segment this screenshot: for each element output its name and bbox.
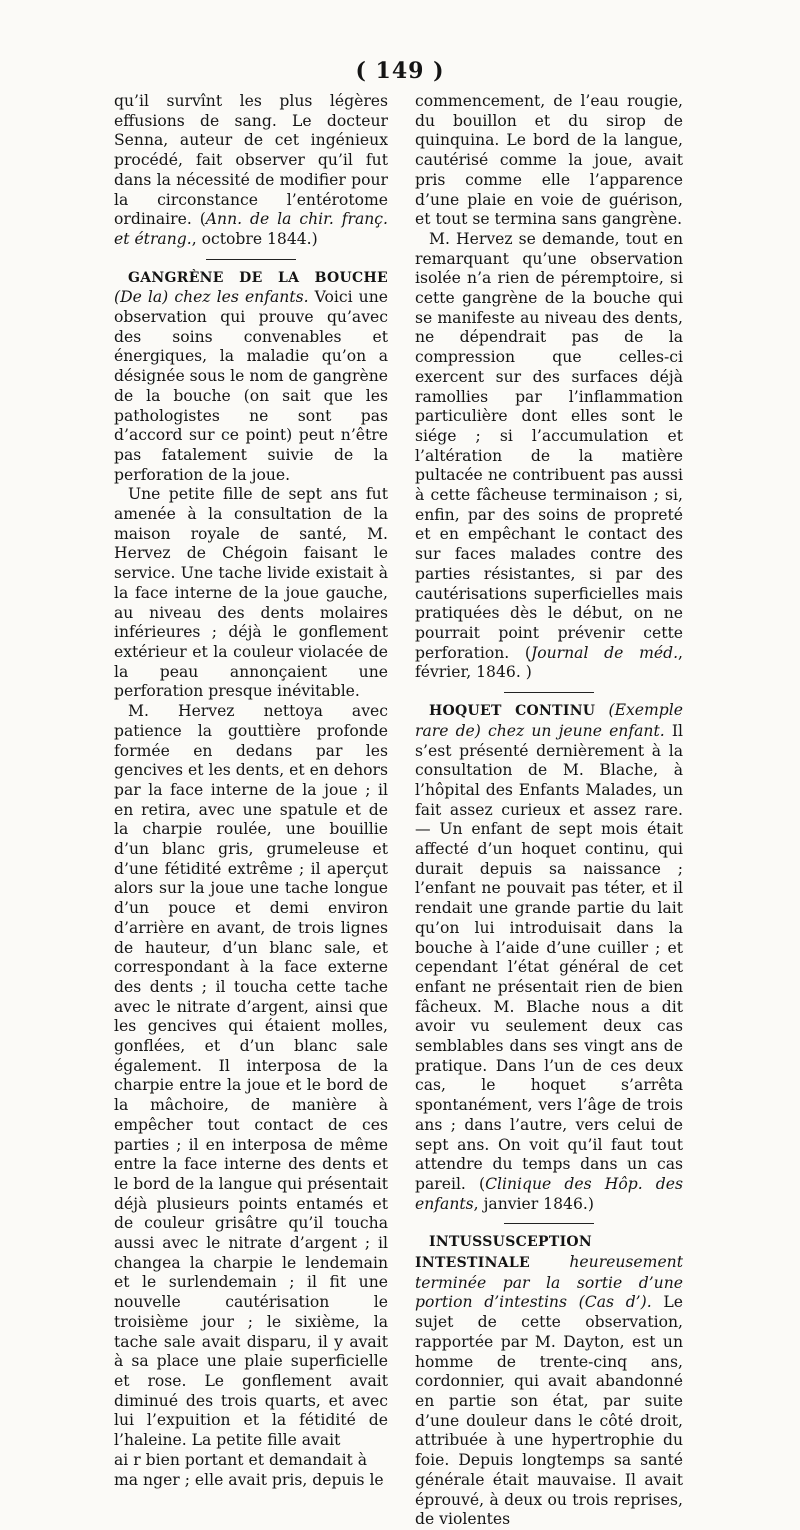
section-divider <box>504 692 594 693</box>
intro-paragraph <box>114 92 388 250</box>
article-gangrene-para1 <box>114 268 388 486</box>
article-heading: GANGRÈNE DE LA BOUCHE <box>128 269 388 286</box>
paragraph-text: M. Hervez se demande, tout en remarquant qu’une observation isolée n’a rien de péremptoire, si cette gangrène de la bouche qui se manifeste au niveau des dents, ne dépendrait pas de la compression que celles-ci exercent sur des surfaces déjà ramollies par l’inflammation particulière dont elles sont le siége ; si l’accumulation et l’altération de la matière pultacée ne contribuent pas aussi à cette fâcheuse terminaison ; si, enfin, par des soins de propreté et en empêchant le contact des sur faces malades contre des parties résistantes, si par des cautérisations superficielles mais pratiquées dès le début, on ne pourrait point prévenir cette perforation. ( <box>415 229 683 662</box>
right-column <box>415 92 683 1530</box>
clinique-reference-tail: , janvier 1846.) <box>473 1194 594 1213</box>
journal-reference: Journal de méd. <box>531 643 679 662</box>
article-heading: HOQUET CONTINU <box>429 703 596 720</box>
damaged-line-2: ma nger ; elle avait pris, depuis le <box>114 1470 384 1489</box>
section-divider <box>504 1223 594 1224</box>
intro-reference: Ann. de la chir. franç. et étrang. <box>114 210 389 248</box>
paragraph-text: Voici une observation qui prouve qu’avec des soins convenables et énergiques, la maladie qu’on a désignée sous le nom de gangrène de la bouche (on sait que les pathologistes ne sont pas d’accord sur ce point) peut n’être pas fatalement suivie de la perforation de la joue. <box>114 288 388 484</box>
article-heading-italic: (De la) chez les enfants. <box>114 288 309 307</box>
article-hoquet <box>415 701 683 1214</box>
article-heading-italic: (Exemple rare de) chez un jeune enfant. <box>415 701 683 740</box>
damaged-line-1: ai r bien portant et demandait à <box>114 1450 368 1469</box>
article-gangrene-para3: M. Hervez nettoya avec patience la gouttière profonde formée en dedans par les gencives et les dents, et en dehors par la face interne de la joue ; il en retira, avec une spatule et de la charpie roulée, une bouillie d’un blanc gris, grumeleuse et d’une fétidité extrême ; il aperçut alors sur la joue une tache longue d’un pouce et demi environ d’arrière en avant, de trois lignes de hauteur, d’un blanc sale, et correspondant à la face externe des dents ; il toucha cette tache avec le nitrate d’argent, ainsi que les gencives qui étaient molles, gonflées, et d’un blanc sale également. Il interposa de la charpie entre la joue et le bord de la mâchoire, de manière à empêcher tout contact de ces parties ; il en interposa de même entre la face interne des dents et le bord de la langue qui présentait déjà plusieurs points entamés et de couleur grisâtre qu’il toucha aussi avec le nitrate d’argent ; il changea la charpie le lendemain et le surlendemain ; il fit une nouvelle cautérisation le troisième jour ; le sixième, la tache sale avait disparu, il y avait à sa place une plaie superficielle et rose. Le gonflement avait diminué des trois quarts, et avec lui l’expuition et la fétidité de l’haleine. La petite fille avait <box>114 702 388 1450</box>
journal-reference-tail: , février, 1846. ) <box>415 643 683 682</box>
section-divider <box>206 259 296 260</box>
left-column <box>114 92 388 1490</box>
article-intussusception <box>415 1232 683 1530</box>
page-number: ( 149 ) <box>355 58 445 84</box>
article-heading-italic: heureusement terminée par la sortie d’une portion d’intestins (Cas d’). <box>415 1253 683 1312</box>
intro-reference-tail: , octobre 1844.) <box>191 229 318 248</box>
hervez-paragraph <box>415 230 683 683</box>
article-heading: INTUSSUSCEPTION INTESTINALE <box>415 1234 593 1272</box>
paragraph-text: Il s’est présenté dernièrement à la consultation de M. Blache, à l’hôpital des Enfants Malades, un fait assez curieux et assez rare. — Un enfant de sept mois était affecté d’un hoquet continu, qui durait depuis sa naissance ; l’enfant ne pouvait pas téter, et il rendait une grande partie du lait qu’on lui introduisait dans la bouche à l’aide d’une cuiller ; et cependant l’état général de cet enfant ne présentait rien de bien fâcheux. M. Blache nous a dit avoir vu seulement deux cas semblables dans ses vingt ans de pratique. Dans l’un de ces deux cas, le hoquet s’arrêta spontanément, vers l’âge de trois ans ; dans l’autre, vers celui de sept ans. On voit qu’il faut tout attendre du temps dans un cas pareil. ( <box>415 721 683 1193</box>
paragraph-text: Le sujet de cette observation, rapportée par M. Dayton, est un homme de trente-cinq ans, cordonnier, qui avait abandonné en partie son état, par suite d’une douleur dans le côté droit, attribuée à une hypertrophie du foie. Depuis longtemps sa santé générale était mauvaise. Il avait éprouvé, à deux ou trois reprises, de violentes <box>415 1293 683 1529</box>
article-gangrene-para2: Une petite fille de sept ans fut amenée à la consultation de la maison royale de santé, M. Hervez de Chégoin faisant le service. Une tache livide existait à la face interne de la joue gauche, au niveau des dents molaires inférieures ; déjà le gonflement extérieur et la couleur violacée de la peau annonçaient une perforation presque inévitable. <box>114 485 388 701</box>
continuation-paragraph: commencement, de l’eau rougie, du bouillon et du sirop de quinquina. Le bord de la langue, cautérisé comme la joue, avait pris comme elle l’apparence d’une plaie en voie de guérison, et tout se termina sans gangrène. <box>415 92 683 229</box>
intro-text: qu’il survînt les plus légères effusions de sang. Le docteur Senna, auteur de cet ingénieux procédé, fait observer qu’il fut dans la nécessité de modifier pour la circonstance l’entérotome ordinaire. ( <box>114 92 388 229</box>
clinique-reference: Clinique des Hôp. des enfants <box>415 1174 683 1213</box>
